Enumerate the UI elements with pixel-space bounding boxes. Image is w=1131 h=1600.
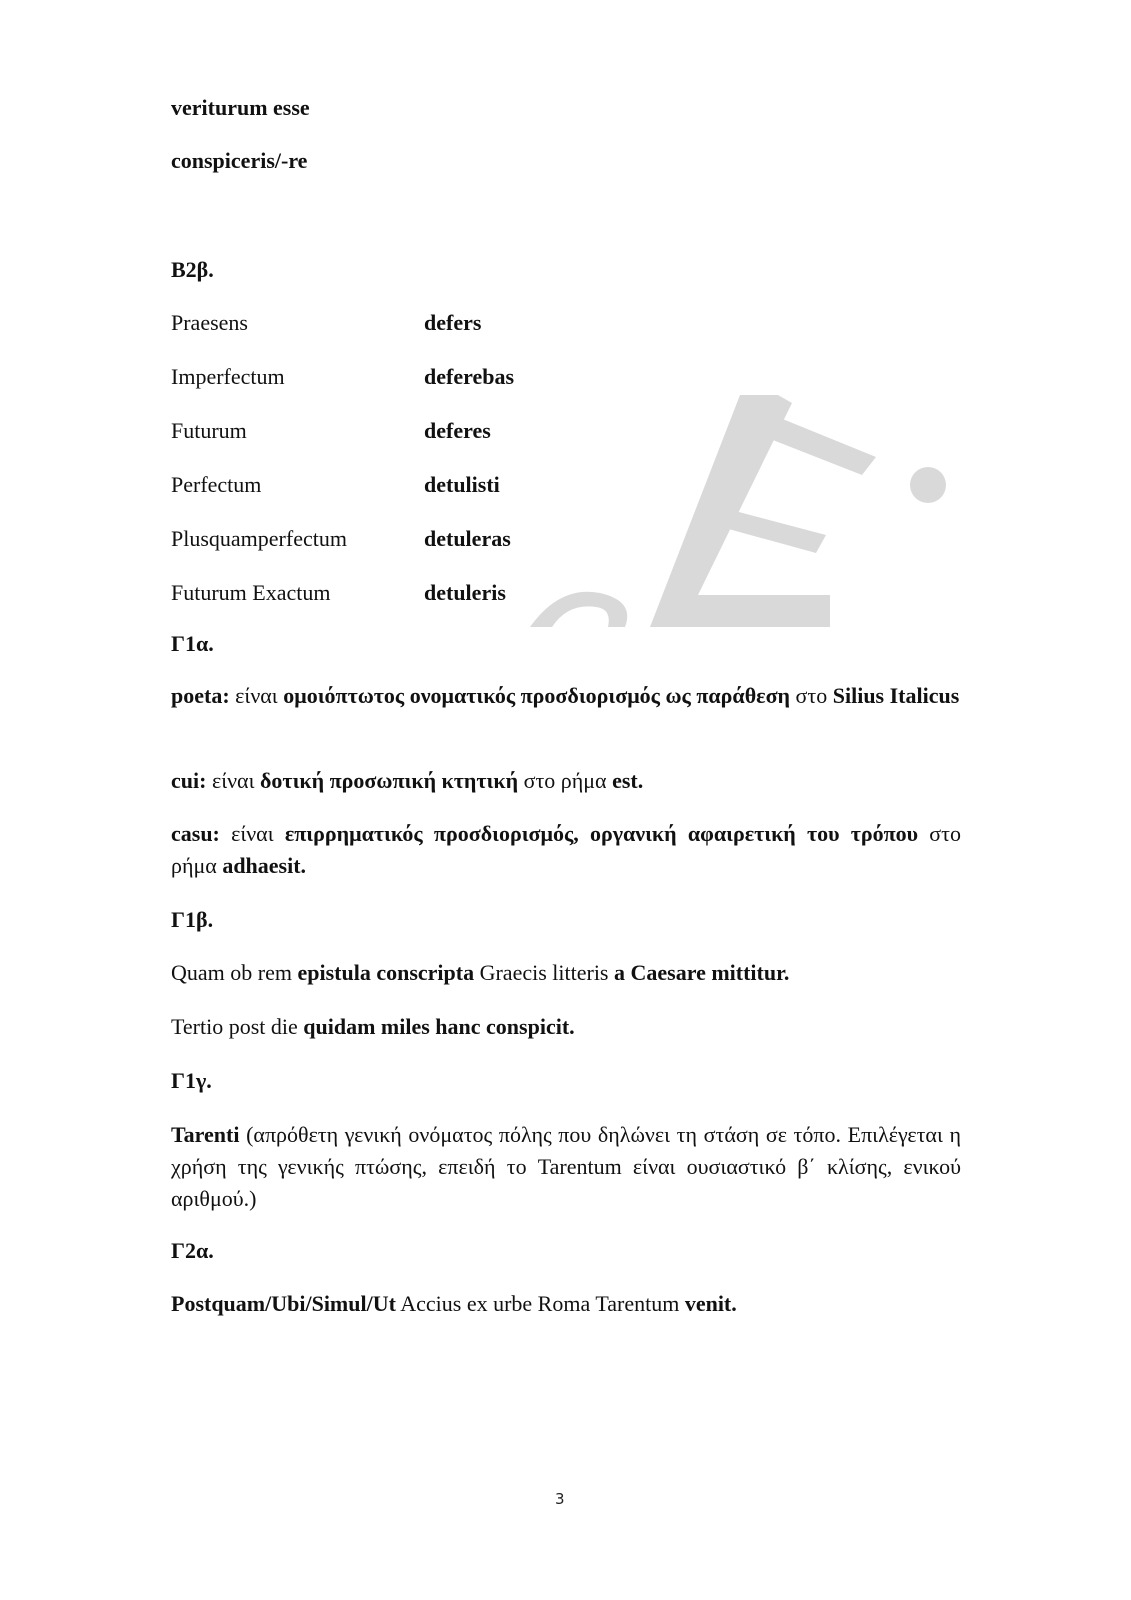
bold-term: a Caesare mittitur. — [614, 960, 790, 985]
bold-term: δοτική προσωπική κτητική — [260, 768, 519, 793]
section-heading-g1a: Γ1α. — [171, 631, 214, 656]
bold-term: est. — [612, 768, 644, 793]
top-line-1: veriturum esse — [171, 95, 310, 120]
text: Accius ex urbe Roma Tarentum — [395, 1291, 685, 1316]
section-heading-b2b: B2β. — [171, 257, 214, 282]
latin-word: poeta: — [171, 683, 230, 708]
text: στο — [790, 683, 833, 708]
bold-term: Postquam/Ubi/Simul/Ut — [171, 1291, 396, 1316]
sentence-1 — [171, 957, 789, 989]
verb-form: detuleras — [424, 526, 511, 551]
sentence-2 — [171, 1011, 575, 1043]
text: Quam ob rem — [171, 960, 298, 985]
bold-term: epistula conscripta — [297, 960, 475, 985]
tense-label: Futurum Exactum — [171, 580, 331, 605]
verb-form: defers — [424, 310, 482, 335]
sentence-postquam — [171, 1288, 737, 1320]
text: στο ρήμα — [171, 821, 961, 878]
tense-label: Futurum — [171, 418, 247, 443]
verb-form: detulisti — [424, 472, 500, 497]
latin-word: casu: — [171, 821, 220, 846]
section-heading-g1b: Γ1β. — [171, 907, 214, 932]
section-heading-g1c: Γ1γ. — [171, 1068, 212, 1093]
verb-form: deferes — [424, 418, 491, 443]
paragraph-poeta — [171, 680, 961, 712]
paragraph-casu — [171, 818, 961, 882]
tense-label: Praesens — [171, 310, 248, 335]
text: στο ρήμα — [518, 768, 613, 793]
bold-term: quidam miles hanc conspicit. — [303, 1014, 575, 1039]
tense-label: Perfectum — [171, 472, 262, 497]
tense-label: Plusquamperfectum — [171, 526, 347, 551]
verb-form: detuleris — [424, 580, 506, 605]
text: είναι — [219, 821, 285, 846]
text: είναι — [206, 768, 261, 793]
bold-term: adhaesit. — [222, 853, 307, 878]
latin-word: Tarenti — [171, 1122, 240, 1147]
tense-label: Imperfectum — [171, 364, 285, 389]
paragraph-cui — [171, 765, 961, 797]
bold-term: Silius Italicus — [832, 683, 960, 708]
text: Graecis litteris — [474, 960, 614, 985]
section-heading-g2a: Γ2α. — [171, 1238, 214, 1263]
top-line-2: conspiceris/-re — [171, 148, 308, 173]
page-number: 3 — [555, 1490, 565, 1508]
text: Tertio post die — [171, 1014, 304, 1039]
paragraph-tarenti — [171, 1119, 961, 1215]
text: είναι — [229, 683, 284, 708]
bold-term: venit. — [684, 1291, 737, 1316]
watermark-logo — [530, 395, 970, 640]
verb-form: deferebas — [424, 364, 515, 389]
text: (απρόθετη γενική ονόματος πόλης που δηλώνει τη στάση σε τόπο. Επιλέγεται η χρήση της γενικής πτώσης, επειδή το Tarentum είναι ουσιαστικό β΄ κλίσης, ενικού αριθμού.) — [171, 1122, 961, 1211]
bold-term: ομοιόπτωτος ονοματικός προσδιορισμός ως παράθεση — [283, 683, 791, 708]
latin-word: cui: — [171, 768, 207, 793]
bold-term: επιρρηματικός προσδιορισμός, οργανική αφαιρετική του τρόπου — [284, 821, 919, 846]
